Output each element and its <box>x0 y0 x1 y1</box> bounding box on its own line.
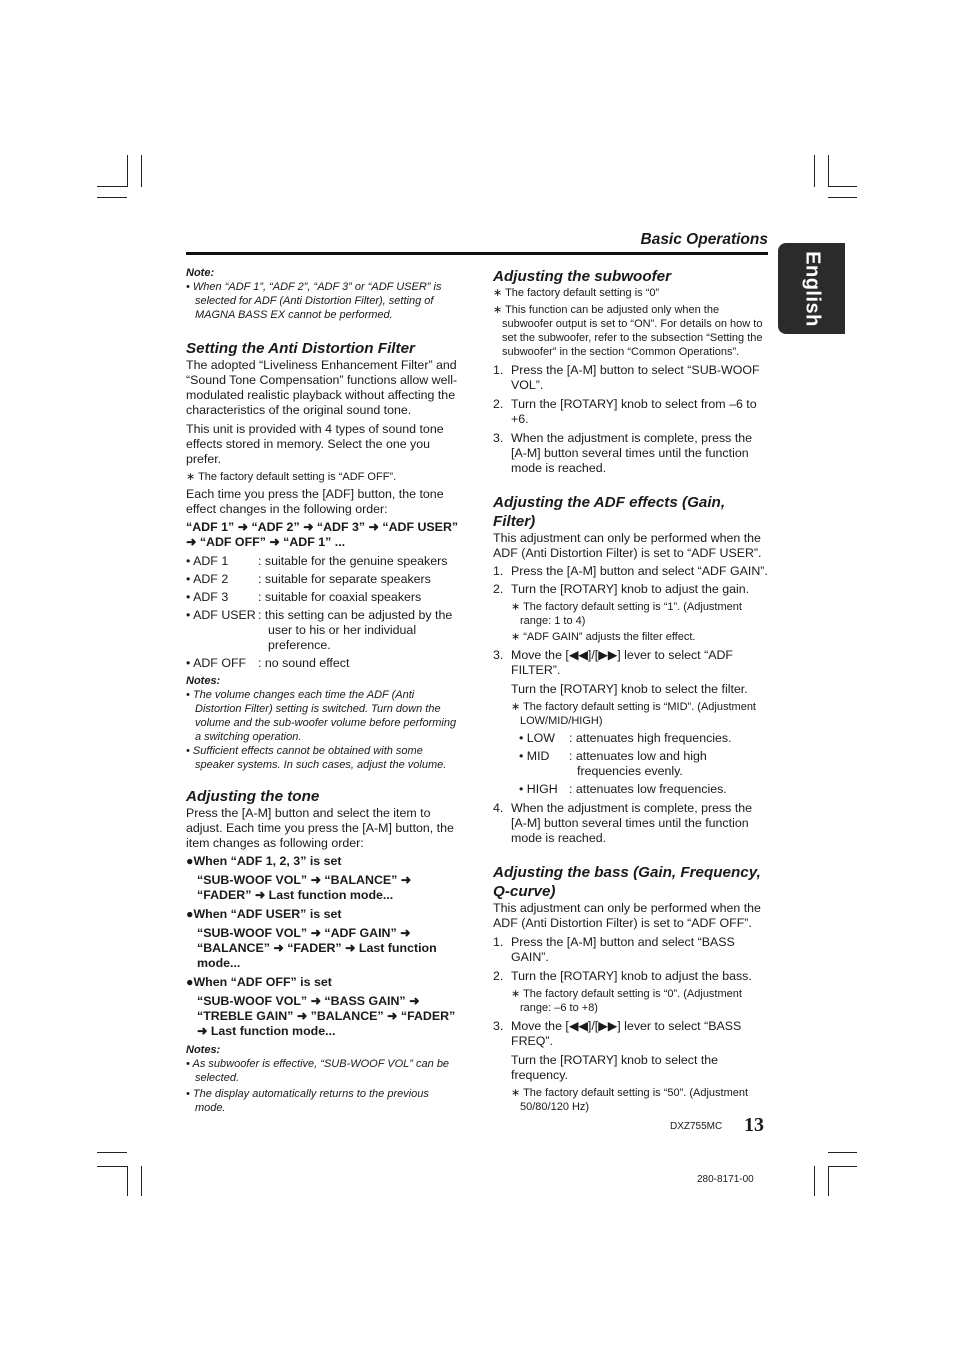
step-number: 3. <box>493 431 504 445</box>
section-title-subwoofer: Adjusting the subwoofer <box>493 268 672 285</box>
case-heading: ●When “ADF USER” is set <box>186 907 342 921</box>
section-header-title: Basic Operations <box>640 231 768 248</box>
step-detail: Turn the [ROTARY] knob to select the frequency. <box>511 1053 719 1082</box>
default-note: ∗ The factory default setting is “1”. (Adjustment range: 1 to 4) <box>511 601 742 627</box>
left-column <box>186 266 462 1115</box>
step <box>493 935 769 965</box>
crop-mark <box>814 1166 815 1196</box>
note-item: • The display automatically returns to the previous mode. <box>186 1088 429 1114</box>
header-rule <box>186 252 768 255</box>
section-title-adf-effects: Adjusting the ADF effects (Gain, Filter) <box>493 494 726 530</box>
section-title-tone: Adjusting the tone <box>186 788 320 805</box>
mode-name: • ADF USER <box>186 608 256 622</box>
default-note: ∗ The factory default setting is “MID”. (Adjustment LOW/MID/HIGH) <box>511 701 756 727</box>
mode-name: • ADF 1 <box>186 554 229 568</box>
filter-name: • LOW <box>519 731 556 745</box>
filter-name: • MID <box>519 749 550 763</box>
step-number: 1. <box>493 935 504 949</box>
case-sequence: “SUB-WOOF VOL” ➜ “BASS GAIN” ➜ “TREBLE GAIN” ➜ ”BALANCE” ➜ “FADER” ➜ Last function mode... <box>197 994 456 1038</box>
crop-mark <box>828 1166 829 1196</box>
right-column <box>493 267 769 1114</box>
step-text: Press the [A-M] button and select “BASS GAIN”. <box>511 935 735 964</box>
adf-mode-item <box>186 572 462 587</box>
filter-name: • HIGH <box>519 782 558 796</box>
note-heading: Note: <box>186 267 215 279</box>
crop-mark <box>828 1166 857 1167</box>
crop-mark <box>828 197 857 198</box>
step-number: 3. <box>493 1019 504 1033</box>
adf-mode-item <box>186 656 462 671</box>
step-number: 1. <box>493 363 504 377</box>
crop-mark <box>97 186 127 187</box>
filter-desc: : attenuates high frequencies. <box>569 731 732 745</box>
mode-name: • ADF OFF <box>186 656 247 670</box>
step <box>493 431 769 476</box>
paragraph: The adopted “Liveliness Enhancement Filter” and “Sound Tone Compensation” functions allow well-modulated realistic playback without affecting the characteristics of the original sound tone. <box>186 358 458 417</box>
notes-heading: Notes: <box>186 675 221 687</box>
step-number: 4. <box>493 801 504 815</box>
step-text: Move the [◀◀]/[▶▶] lever to select “BASS FREQ”. <box>511 1019 742 1048</box>
filter-desc: : attenuates low and high frequencies evenly. <box>569 749 707 778</box>
section-title-adf: Setting the Anti Distortion Filter <box>186 340 415 357</box>
note-item: • Sufficient effects cannot be obtained with some speaker systems. In such cases, adjust the volume. <box>186 745 447 771</box>
case-heading: ●When “ADF 1, 2, 3” is set <box>186 854 342 868</box>
adf-mode-item <box>186 608 462 653</box>
crop-mark <box>828 186 857 187</box>
crop-mark <box>141 155 142 187</box>
case-sequence: “SUB-WOOF VOL” ➜ “BALANCE” ➜ “FADER” ➜ Last function mode... <box>197 873 412 902</box>
mode-desc: : this setting can be adjusted by the user to his or her individual preference. <box>258 608 453 652</box>
paragraph: Press the [A-M] button and select the item to adjust. Each time you press the [A-M] button, the item changes as following order: <box>186 806 454 850</box>
mode-desc: : suitable for coaxial speakers <box>258 590 422 604</box>
default-note: ∗ The factory default setting is “ADF OFF”. <box>186 471 397 483</box>
default-note: ∗ The factory default setting is “0”. (Adjustment range: –6 to +8) <box>511 988 742 1014</box>
default-note: ∗ “ADF GAIN” adjusts the filter effect. <box>511 631 696 643</box>
step-text: Press the [A-M] button and select “ADF GAIN”. <box>511 564 768 578</box>
note-item: • The volume changes each time the ADF (Anti Distortion Filter) setting is switched. Turn down the volume and the sub-woofer volume before performing a switching operation. <box>186 689 457 743</box>
part-number: 280-8171-00 <box>697 1174 754 1185</box>
crop-mark <box>127 1166 128 1196</box>
adf-mode-list <box>186 554 462 671</box>
crop-mark <box>814 155 815 187</box>
mode-name: • ADF 2 <box>186 572 229 586</box>
mode-desc: : suitable for separate speakers <box>258 572 431 586</box>
adf-mode-item <box>186 554 462 569</box>
crop-mark <box>828 155 829 187</box>
step <box>493 801 769 846</box>
crop-mark <box>97 1166 127 1167</box>
step-number: 1. <box>493 564 504 578</box>
step-number: 3. <box>493 648 504 662</box>
step-text: When the adjustment is complete, press the [A-M] button several times until the function mode is reached. <box>511 431 753 475</box>
step <box>493 397 769 427</box>
step-text: When the adjustment is complete, press the [A-M] button several times until the function mode is reached. <box>511 801 753 845</box>
model-number: DXZ755MC <box>670 1121 723 1132</box>
crop-mark <box>141 1166 142 1196</box>
step <box>493 648 769 678</box>
crop-mark <box>97 197 127 198</box>
case-sequence: “SUB-WOOF VOL” ➜ “ADF GAIN” ➜ “BALANCE” ➜ “FADER” ➜ Last function mode... <box>197 926 437 970</box>
step <box>493 969 769 984</box>
mode-desc: : no sound effect <box>258 656 350 670</box>
step <box>493 1019 769 1049</box>
default-note: ∗ The factory default setting is “50”. (Adjustment 50/80/120 Hz) <box>511 1087 749 1113</box>
step-number: 2. <box>493 397 504 411</box>
filter-option <box>493 749 769 779</box>
step <box>493 582 769 597</box>
page-number: 13 <box>744 1114 764 1136</box>
language-tab-label: English <box>801 250 823 327</box>
default-note: ∗ This function can be adjusted only when the subwoofer output is set to “ON”. For details on how to set the subwoofer, refer to the subsection “Setting the subwoofer” in the section “Common Operations”. <box>493 304 763 358</box>
case-heading: ●When “ADF OFF” is set <box>186 975 332 989</box>
step-text: Turn the [ROTARY] knob to adjust the bass. <box>511 969 752 983</box>
step <box>493 363 769 393</box>
section-title-bass: Adjusting the bass (Gain, Frequency, Q-curve) <box>493 864 761 900</box>
notes-heading: Notes: <box>186 1044 221 1056</box>
mode-name: • ADF 3 <box>186 590 229 604</box>
paragraph: Each time you press the [ADF] button, the tone effect changes in the following order: <box>186 487 444 516</box>
note-item: • When “ADF 1”, “ADF 2”, “ADF 3” or “ADF USER” is selected for ADF (Anti Distortion Filter), setting of MAGNA BASS EX cannot be performed. <box>186 281 442 321</box>
filter-desc: : attenuates low frequencies. <box>569 782 727 796</box>
note-item: • As subwoofer is effective, “SUB-WOOF VOL” can be selected. <box>186 1058 450 1084</box>
step-number: 2. <box>493 582 504 596</box>
mode-desc: : suitable for the genuine speakers <box>258 554 448 568</box>
step-text: Turn the [ROTARY] knob to select from –6 to +6. <box>511 397 757 426</box>
mode-sequence: “ADF 1” ➜ “ADF 2” ➜ “ADF 3” ➜ “ADF USER” ➜ “ADF OFF” ➜ “ADF 1” ... <box>186 520 459 549</box>
step-text: Move the [◀◀]/[▶▶] lever to select “ADF FILTER”. <box>511 648 733 677</box>
crop-mark <box>97 1152 127 1153</box>
crop-mark <box>127 155 128 187</box>
step-text: Turn the [ROTARY] knob to adjust the gain. <box>511 582 750 596</box>
default-note: ∗ The factory default setting is “0” <box>493 287 660 299</box>
step <box>493 564 769 579</box>
step-detail: Turn the [ROTARY] knob to select the filter. <box>511 682 748 696</box>
language-tab <box>778 243 845 334</box>
crop-mark <box>828 1152 857 1153</box>
paragraph: This adjustment can only be performed when the ADF (Anti Distortion Filter) is set to “ADF OFF”. <box>493 901 761 930</box>
adf-mode-item <box>186 590 462 605</box>
step-number: 2. <box>493 969 504 983</box>
filter-option <box>493 731 769 746</box>
filter-option <box>493 782 769 797</box>
step-text: Press the [A-M] button to select “SUB-WOOF VOL”. <box>511 363 760 392</box>
paragraph: This adjustment can only be performed when the ADF (Anti Distortion Filter) is set to “ADF USER”. <box>493 531 762 560</box>
paragraph: This unit is provided with 4 types of sound tone effects stored in memory. Select the one you prefer. <box>186 422 444 466</box>
